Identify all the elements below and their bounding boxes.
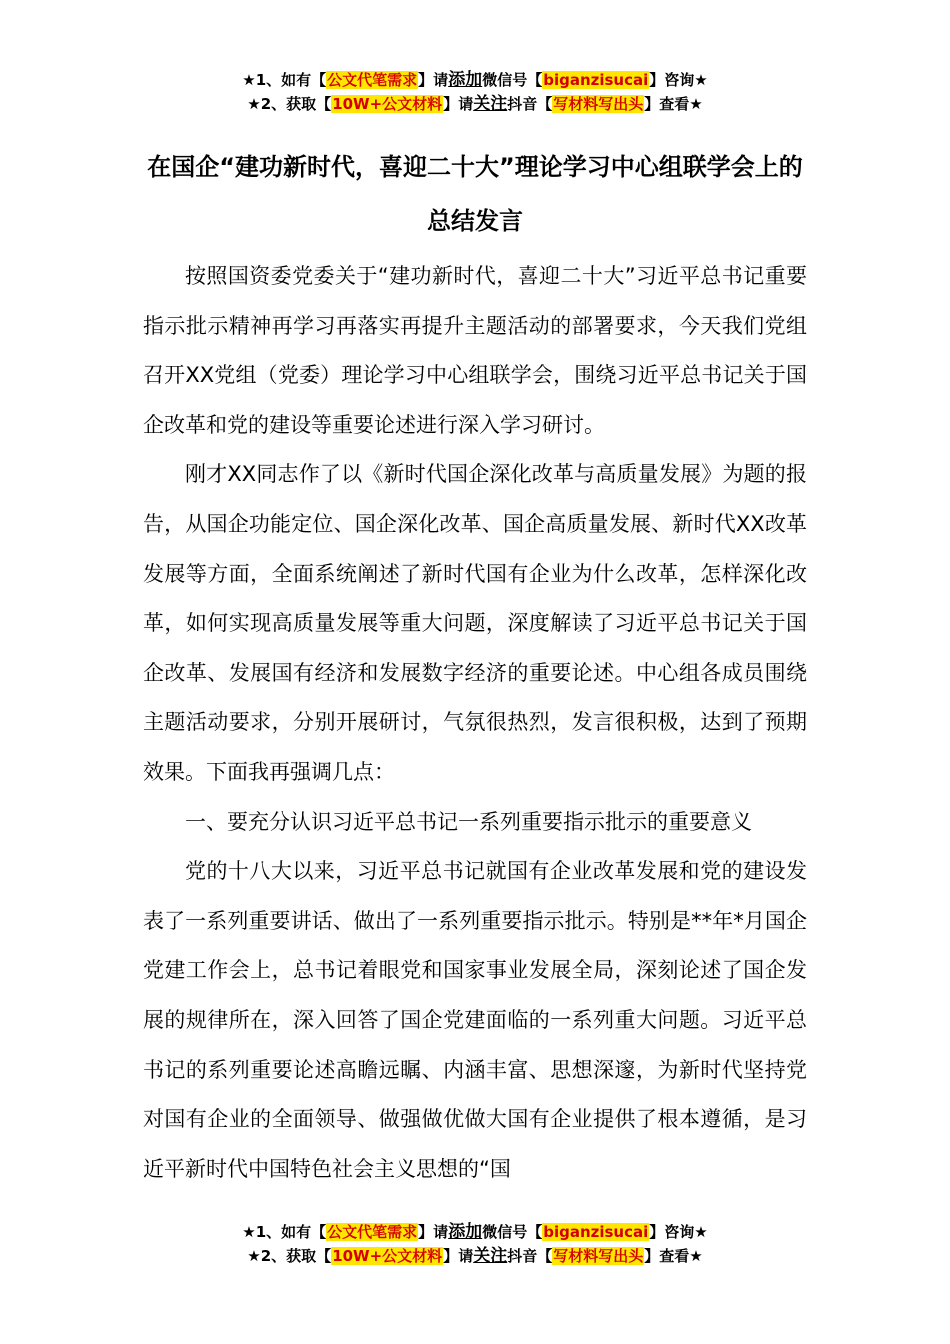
banner-text: 抖音【 [507, 95, 553, 113]
banner-line-1 [0, 1220, 950, 1244]
banner-text: 抖音【 [507, 1247, 553, 1265]
bottom-banner [0, 1220, 950, 1268]
section-heading-1: 一、要充分认识习近平总书记一系列重要指示批示的重要意义 [185, 809, 752, 834]
banner-highlight: biganzisucai [543, 1223, 649, 1241]
banner-text: ★2、获取【 [247, 95, 332, 113]
banner-line-2 [0, 1244, 950, 1268]
banner-text: 】查看★ [644, 95, 703, 113]
banner-text: ★1、如有【 [242, 71, 327, 89]
banner-line-2 [0, 92, 950, 116]
banner-text: 】请 [443, 1247, 474, 1265]
banner-text: 微信号【 [482, 71, 543, 89]
top-banner [0, 68, 950, 116]
banner-line-1 [0, 68, 950, 92]
banner-highlight: 公文代笔需求 [327, 71, 418, 89]
banner-highlight: 写材料写出头 [553, 1247, 644, 1265]
banner-underlined-text: 关注 [473, 94, 508, 114]
document-title: 在国企“建功新时代，喜迎二十大”理论学习中心组联学会上的总结发言 [147, 153, 803, 235]
banner-text: 】请 [418, 1223, 449, 1241]
banner-underlined-text: 添加 [448, 70, 483, 90]
banner-underlined-text: 关注 [473, 1246, 508, 1266]
banner-highlight: biganzisucai [543, 71, 649, 89]
banner-text: 】请 [418, 71, 449, 89]
paragraph-report-summary: 刚才XX同志作了以《新时代国企深化改革与高质量发展》为题的报告，从国企功能定位、国企深化改革、国企高质量发展、新时代XX改革发展等方面，全面系统阐述了新时代国有企业为什么改革，怎样深化改革，如何实现高质量发展等重大问题，深度解读了习近平总书记关于国企改革、发展国有经济和发展数字经济的重要论述。中心组各成员围绕主题活动要求，分别开展研讨，气氛很热烈，发言很积极，达到了预期效果。下面我再强调几点： [143, 462, 807, 784]
paragraph-intro: 按照国资委党委关于“建功新时代，喜迎二十大”习近平总书记重要指示批示精神再学习再落实再提升主题活动的部署要求，今天我们党组召开XX党组（党委）理论学习中心组联学会，围绕习近平总书记关于国企改革和党的建设等重要论述进行深入学习研讨。 [143, 264, 807, 437]
banner-text: 】咨询★ [649, 71, 708, 89]
banner-text: 微信号【 [482, 1223, 543, 1241]
banner-underlined-text: 添加 [448, 1222, 483, 1242]
banner-text: 】查看★ [644, 1247, 703, 1265]
banner-highlight: 写材料写出头 [553, 95, 644, 113]
banner-text: 】请 [443, 95, 474, 113]
banner-text: ★1、如有【 [242, 1223, 327, 1241]
document-body [143, 252, 807, 1194]
banner-highlight: 10W+公文材料 [332, 95, 443, 113]
banner-text: 】咨询★ [649, 1223, 708, 1241]
banner-highlight: 10W+公文材料 [332, 1247, 443, 1265]
banner-text: ★2、获取【 [247, 1247, 332, 1265]
banner-highlight: 公文代笔需求 [327, 1223, 418, 1241]
paragraph-section-1: 党的十八大以来，习近平总书记就国有企业改革发展和党的建设发表了一系列重要讲话、做出了一系列重要指示批示。特别是**年*月国企党建工作会上，总书记着眼党和国家事业发展全局，深刻论述了国企发展的规律所在，深入回答了国企党建面临的一系列重大问题。习近平总书记的系列重要论述高瞻远瞩、内涵丰富、思想深邃，为新时代坚持党对国有企业的全面领导、做强做优做大国有企业提供了根本遵循，是习近平新时代中国特色社会主义思想的“国 [143, 859, 807, 1181]
